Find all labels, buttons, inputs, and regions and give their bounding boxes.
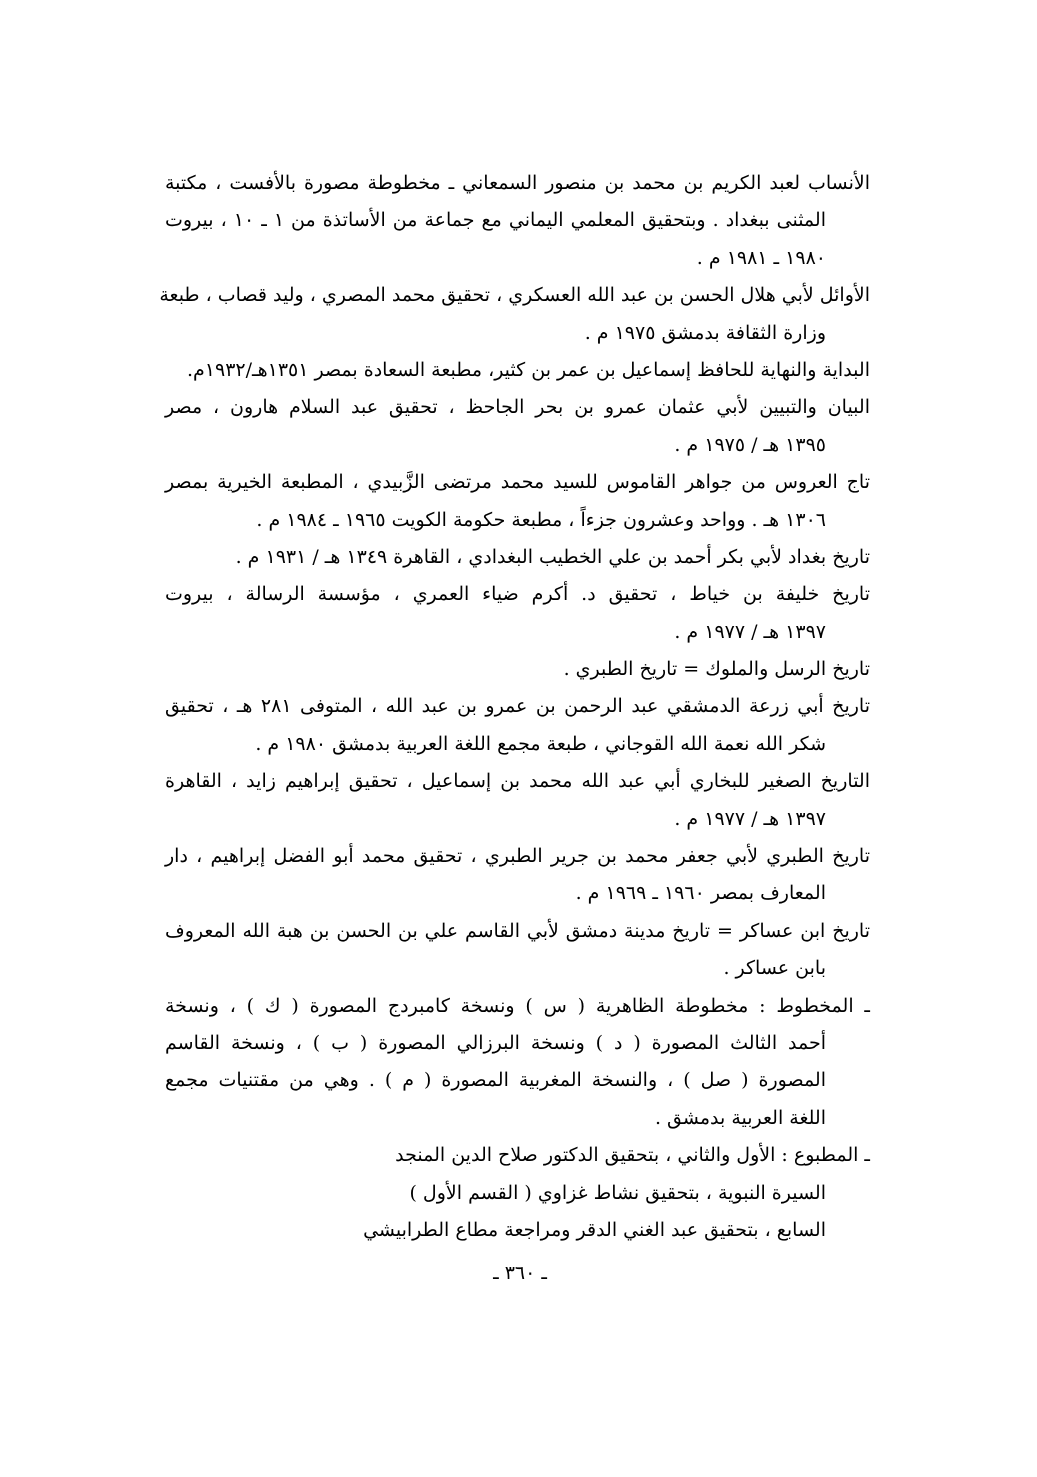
entry-line: تاريخ الرسل والملوك = تاريخ الطبري . [563,658,870,681]
entry-line: تاج العروس من جواهر القاموس للسيد محمد مرتضى الزَّبيدي ، المطبعة الخيرية بمصر [165,471,870,494]
bibliography-entry [165,651,870,688]
manuscripts-subentry [165,988,870,1138]
bibliography-entry [165,539,870,576]
entry-line: ١٣٩٧ هـ / ١٩٧٧ م . [674,620,826,643]
subentry-line: السيرة النبوية ، بتحقيق نشاط غزاوي ( القسم الأول ) [409,1181,826,1204]
entry-line: ١٣٩٥ هـ / ١٩٧٥ م . [674,433,826,456]
subentry-line: أحمد الثالث المصورة ( د ) ونسخة البرزالي المصورة ( ب ) ، ونسخة القاسم [165,1031,826,1054]
entry-line: ١٣٠٦ هـ . وواحد وعشرون جزءاً ، مطبعة حكومة الكويت ١٩٦٥ ـ ١٩٨٤ م . [256,508,826,531]
subentry-line: ـ المخطوط : مخطوطة الظاهرية ( س ) ونسخة كامبردج المصورة ( ك ) ، ونسخة [165,994,870,1017]
entry-line: المثنى ببغداد . وبتحقيق المعلمي اليماني مع جماعة من الأساتذة من ١ ـ ١٠ ، بيروت [165,209,826,232]
entry-line: تاريخ الطبري لأبي جعفر محمد بن جرير الطبري ، تحقيق محمد أبو الفضل إبراهيم ، دار [165,845,870,868]
entry-line: تاريخ أبي زرعة الدمشقي عبد الرحمن بن عمرو بن عبد الله ، المتوفى ٢٨١ هـ ، تحقيق [165,695,870,718]
subentry-line: السابع ، بتحقيق عبد الغني الدقر ومراجعة مطاع الطرابيشي [363,1218,826,1241]
entry-line: الأنساب لعبد الكريم بن محمد بن منصور السمعاني ـ مخطوطة مصورة بالأفست ، مكتبة [165,172,870,194]
entry-line: شكر الله نعمة الله القوجاني ، طبعة مجمع اللغة العربية بدمشق ١٩٨٠ م . [255,732,826,755]
entry-line: تاريخ خليفة بن خياط ، تحقيق د. أكرم ضياء العمري ، مؤسسة الرسالة ، بيروت [165,583,870,606]
entry-line: وزارة الثقافة بدمشق ١٩٧٥ م . [584,321,826,344]
bibliography-entry [165,763,870,838]
subentry-line: ـ المطبوع : الأول والثاني ، بتحقيق الدكتور صلاح الدين المنجد [395,1144,870,1167]
entry-line: بابن عساكر . [723,957,826,980]
bibliography-entry [165,688,870,763]
bibliography-entry [165,838,870,913]
entry-line: ١٩٨٠ ـ ١٩٨١ م . [696,246,826,269]
bibliography-text [159,165,870,1249]
bibliography-entry [165,913,870,988]
bibliography-entry [159,277,870,352]
entry-line: البداية والنهاية للحافظ إسماعيل بن عمر بن كثير، مطبعة السعادة بمصر ١٣٥١هـ/١٩٣٢م. [186,358,870,381]
subentry-line: المصورة ( صل ) ، والنسخة المغربية المصورة ( م ) . وهي من مقتنيات مجمع [165,1069,826,1092]
bibliography-entry [165,389,870,464]
printed-subentry [165,1137,870,1249]
entry-line: المعارف بمصر ١٩٦٠ ـ ١٩٦٩ م . [575,882,826,905]
bibliography-entry [165,165,870,277]
bibliography-entry [165,352,870,389]
entry-line: تاريخ بغداد لأبي بكر أحمد بن علي الخطيب البغدادي ، القاهرة ١٣٤٩ هـ / ١٩٣١ م . [235,545,870,568]
subentry-line: اللغة العربية بدمشق . [654,1106,826,1129]
page-number: ـ ٣٦٠ ـ [493,1262,547,1284]
entry-line: ١٣٩٧ هـ / ١٩٧٧ م . [674,807,826,830]
entry-line: الأوائل لأبي هلال الحسن بن عبد الله العسكري ، تحقيق محمد المصري ، وليد قصاب ، طبعة [159,284,870,307]
bibliography-entry [165,464,870,539]
entry-line: البيان والتبيين لأبي عثمان عمرو بن بحر الجاحظ ، تحقيق عبد السلام هارون ، مصر [165,396,870,419]
entry-line: تاريخ ابن عساكر = تاريخ مدينة دمشق لأبي القاسم علي بن الحسن بن هبة الله المعروف [165,919,870,942]
bibliography-entry [165,576,870,651]
entry-line: التاريخ الصغير للبخاري أبي عبد الله محمد بن إسماعيل ، تحقيق إبراهيم زايد ، القاهرة [165,770,870,793]
